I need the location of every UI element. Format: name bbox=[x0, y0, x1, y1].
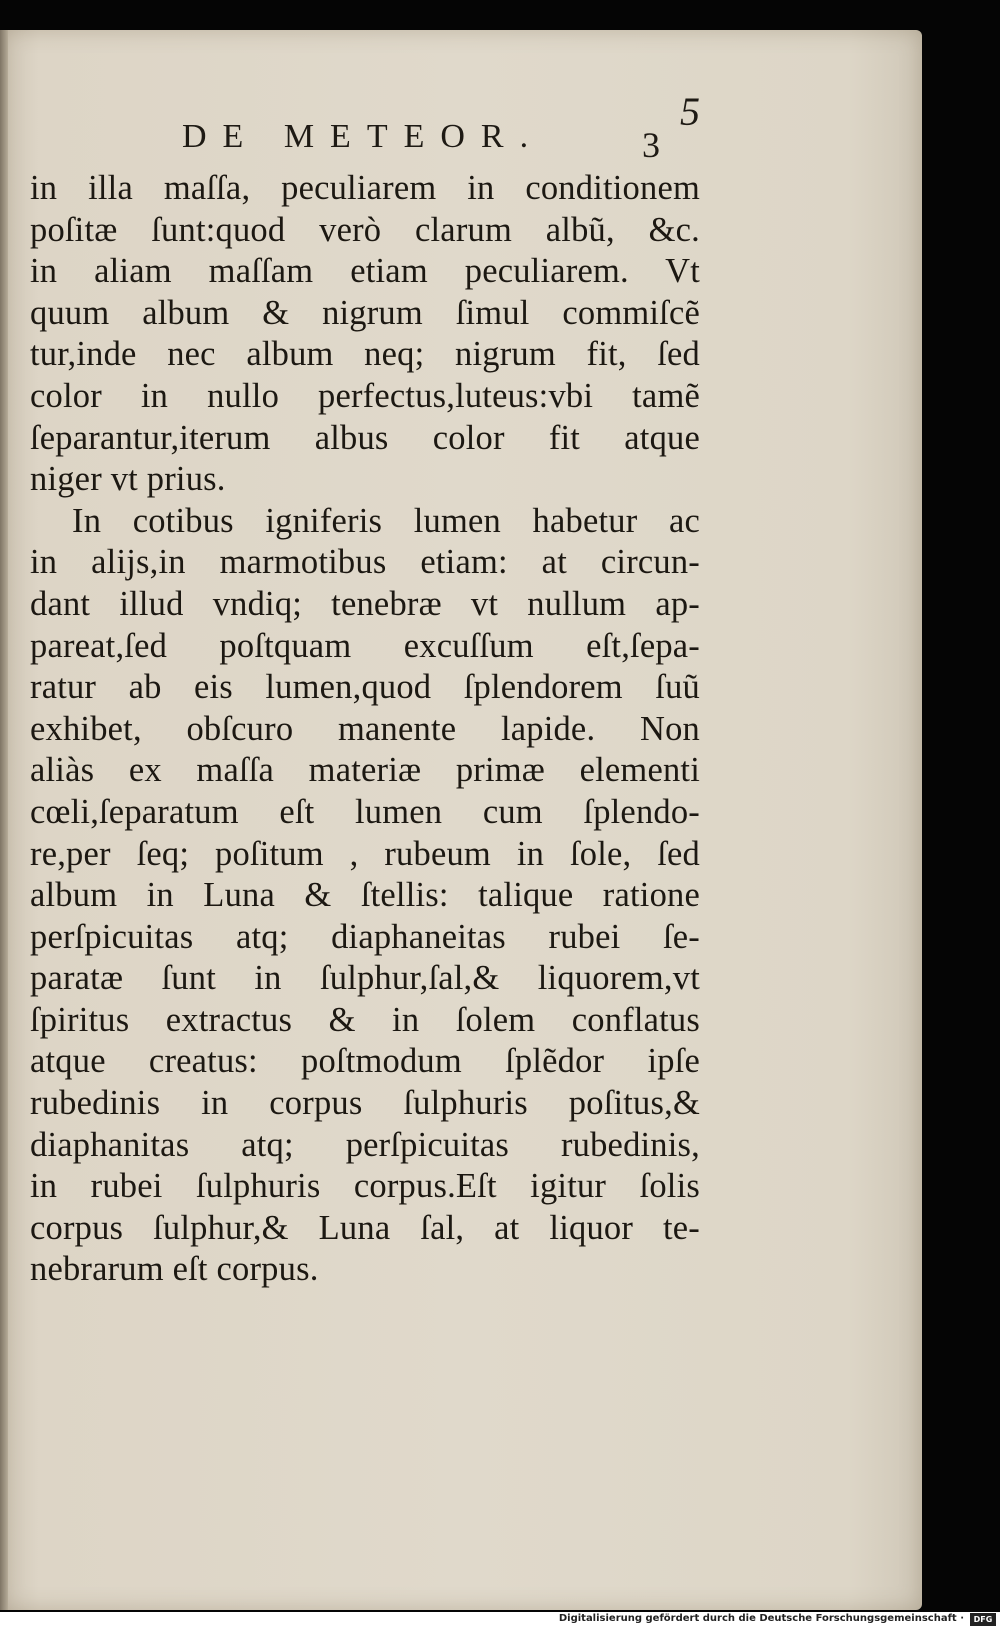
text-line: atque creatus: poſtmodum ſplẽdor ipſe bbox=[30, 1042, 700, 1081]
text-line: album in Luna & ſtellis: talique ratione bbox=[30, 876, 700, 915]
text-line: niger vt prius. bbox=[30, 460, 226, 499]
text-line: in alijs,in marmotibus etiam: at circun- bbox=[30, 543, 700, 582]
text-line: in aliam maſſam etiam peculiarem. Vt bbox=[30, 252, 700, 291]
text-line: dant illud vndiq; tenebræ vt nullum ap- bbox=[30, 584, 700, 623]
page-gutter-edge bbox=[0, 30, 8, 1610]
text-line: aliàs ex maſſa materiæ primæ elementi bbox=[30, 751, 700, 790]
folio-number: 5 bbox=[680, 89, 700, 134]
dfg-logo: DFG bbox=[970, 1613, 996, 1626]
text-line: nebrarum eſt corpus. bbox=[30, 1250, 319, 1289]
text-line: color in nullo perfectus,luteus:vbi tamẽ bbox=[30, 376, 700, 415]
text-line: cœli,ſeparatum eſt lumen cum ſplendo- bbox=[30, 792, 700, 831]
text-line: ſeparantur,iterum albus color fit atque bbox=[30, 418, 700, 457]
text-line: in rubei ſulphuris corpus.Eſt igitur ſolis bbox=[30, 1167, 700, 1206]
text-line: corpus ſulphur,& Luna ſal, at liquor te- bbox=[30, 1208, 700, 1247]
text-line: in illa maſſa, peculiarem in conditionem bbox=[30, 169, 700, 207]
text-line: exhibet, obſcuro manente lapide. Non bbox=[30, 709, 700, 748]
digitization-footer bbox=[0, 1612, 1000, 1628]
text-line: diaphanitas atq; perſpicuitas rubedinis, bbox=[30, 1125, 700, 1164]
text-line: poſitæ ſunt:quod verò clarum albũ, &c. bbox=[30, 210, 700, 249]
text-line: rubedinis in corpus ſulphuris poſitus,& bbox=[30, 1084, 700, 1123]
text-line: In cotibus igniferis lumen habetur ac bbox=[72, 501, 700, 540]
text-line: tur,inde nec album neq; nigrum fit, ſed bbox=[30, 335, 700, 374]
text-line: pareat,ſed poſtquam excuſſum eſt,ſepa- bbox=[30, 626, 700, 665]
funding-credit: Digitalisierung gefördert durch die Deutsche Forschungsgemeinschaft · bbox=[558, 1613, 964, 1624]
page-header bbox=[0, 118, 1000, 165]
text-line: ratur ab eis lumen,quod ſplendorem ſuũ bbox=[30, 668, 700, 707]
text-line: re,per ſeq; poſitum , rubeum in ſole, ſed bbox=[30, 834, 700, 873]
text-line: perſpicuitas atq; diaphaneitas rubei ſe- bbox=[30, 917, 700, 956]
running-title: DE METEOR. bbox=[182, 118, 545, 155]
text-line: ſpiritus extractus & in ſolem conflatus bbox=[30, 1000, 700, 1039]
page-number: 3 bbox=[642, 125, 660, 165]
text-line: quum album & nigrum ſimul commiſcẽ bbox=[30, 293, 700, 332]
text-line: paratæ ſunt in ſulphur,ſal,& liquorem,vt bbox=[30, 959, 700, 998]
body-text bbox=[30, 168, 700, 1291]
